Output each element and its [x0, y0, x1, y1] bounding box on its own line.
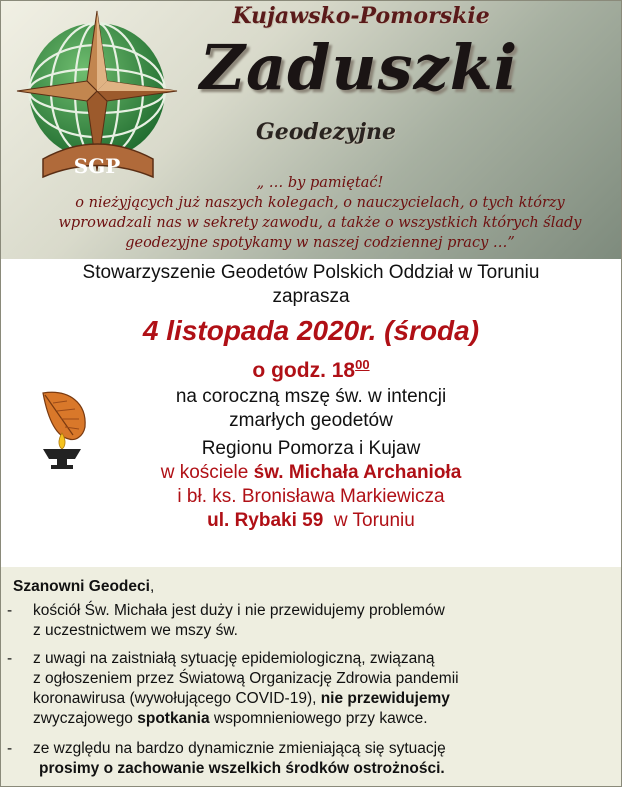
quote-line: o nieżyjących już naszych kolegach, o nauczycielach, o tych którzy — [75, 195, 565, 211]
church-line — [1, 461, 621, 485]
logo-text: SGP — [73, 154, 121, 178]
street: ul. Rybaki 59 — [207, 510, 324, 531]
page-title: Zaduszki — [199, 31, 519, 104]
region-title: Kujawsko-Pomorskie — [232, 3, 490, 29]
invites-text: zaprasza — [272, 286, 350, 307]
event-minutes: 00 — [355, 357, 370, 372]
event-date: 4 listopada 2020r. (środa) — [142, 315, 480, 346]
event-hour: o godz. 18 — [252, 359, 356, 382]
memorial-quote — [25, 173, 615, 253]
quote-line: wprowadzali nas w sekrety zawodu, a także o wszystkich których ślady — [58, 215, 582, 231]
subtitle: Geodezyjne — [255, 119, 397, 145]
city: w Toruniu — [323, 510, 415, 531]
organizer: Stowarzyszenie Geodetów Polskich Oddział w Toruniu — [82, 262, 540, 283]
bullet-dash: - — [7, 740, 13, 757]
quote-line: geodezyjne spotykamy w naszej codziennej pracy …” — [125, 235, 515, 251]
sgp-compass-logo-icon — [13, 9, 183, 184]
notes-box: Szanowni Geodeci, - kościół Św. Michała jest duży i nie przewidujemy problemów z uczestnictwem we mszy św. - z uwagi na zaistniałą sytuację epidemiologiczną, związaną z ogłoszeniem przez Światową Organizację Zdrowia pandemii koronawirusa (wywołującego COVID-19), nie przewidujemy zwyczajowego spotkania wspomnieniowego przy kawce. - ze względu na bardzo dynamicznie zmieniającą się sytuację prosimy o zachowanie wszelkich środków ostrożności. — [1, 567, 621, 786]
quote-line: „ … by pamiętać! — [256, 175, 384, 191]
announcement — [1, 261, 621, 533]
church-line-2: i bł. ks. Bronisława Markiewicza — [177, 486, 445, 507]
address-line — [1, 509, 621, 533]
church-prefix: w kościele — [160, 462, 254, 483]
region-line: Regionu Pomorza i Kujaw — [201, 438, 421, 459]
header-banner — [1, 1, 621, 259]
bullet-dash: - — [7, 650, 13, 667]
event-time — [1, 351, 621, 385]
bullet-dash: - — [7, 602, 13, 619]
church-name: św. Michała Archanioła — [253, 462, 462, 483]
greeting: Szanowni Geodeci, — [13, 578, 155, 595]
mass-line-1: na coroczną mszę św. w intencji — [175, 386, 447, 407]
mass-line-2: zmarłych geodetów — [229, 410, 393, 431]
